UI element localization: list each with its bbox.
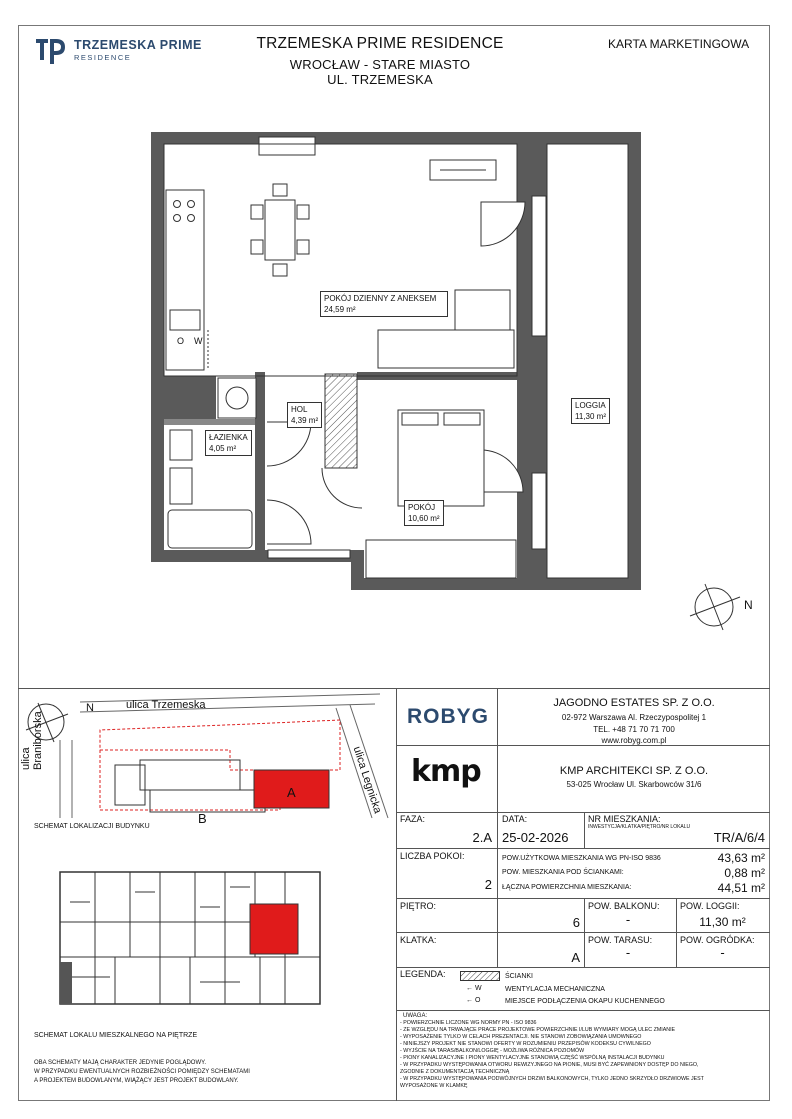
doc-type: KARTA MARKETINGOWA — [608, 37, 750, 51]
location-city: WROCŁAW - STARE MIASTO — [289, 57, 471, 72]
vent-w-marker: W — [194, 336, 203, 346]
disclaimer-3: A PROJEKTEM BUDOWLANYM, WIĄŻĄCY JEST PROJEKT BUDOWLANY. — [34, 1078, 239, 1084]
robyg-logo: ROBYG — [407, 705, 490, 728]
architect-address: 53-025 Wrocław Ul. Skarbowców 31/6 — [566, 780, 702, 789]
page-title: TRZEMESKA PRIME RESIDENCE — [256, 35, 504, 52]
site-caption: SCHEMAT LOKALIZACJI BUDYNKU — [34, 823, 150, 830]
legend-item-hood: MIEJSCE PODŁĄCZENIA OKAPU KUCHENNEGO — [505, 998, 665, 1005]
room-hall-area: 4,39 m² — [291, 416, 319, 425]
room-living-name: POKÓJ DZIENNY Z ANEKSEM — [324, 294, 437, 303]
area3-label: ŁĄCZNA POWIERZCHNIA MIESZKANIA: — [502, 884, 632, 891]
investor-web: www.robyg.com.pl — [601, 736, 667, 745]
pietro-value: 6 — [572, 915, 580, 930]
north-arrow-icon — [690, 584, 740, 630]
room-loggia-area: 11,30 m² — [575, 412, 606, 421]
room-bedroom — [404, 500, 444, 526]
grid-line — [584, 898, 585, 967]
nr-label: NR MIESZKANIA: — [588, 814, 661, 824]
pokoje-label: LICZBA POKOI: — [400, 851, 465, 861]
faza-label: FAZA: — [400, 814, 426, 824]
grid-line — [396, 932, 770, 933]
pietro-label: PIĘTRO: — [400, 901, 437, 911]
site-building-a: A — [287, 785, 296, 800]
street-legnicka: ulica Legnicka — [350, 745, 384, 816]
grid-line — [396, 745, 770, 746]
brand-name: TRZEMESKA PRIME — [74, 38, 202, 52]
grid-line — [396, 898, 770, 899]
note-line: - WYPOSAŻENIE TYLKO W CELACH PREZENTACJI. NIE STANOWI ZOBOWIĄZANIA UMOWNEGO — [400, 1034, 642, 1040]
note-line: - PIONY KANALIZACYJNE I PIONY WENTYLACYJNE STANOWIĄ CZĘŚĆ WSPÓLNĄ INSTALACJI BUDYNKU — [400, 1055, 665, 1061]
nr-value: TR/A/6/4 — [713, 830, 765, 845]
bed — [398, 410, 484, 506]
area1-value: 43,63 m² — [717, 851, 765, 865]
taras-label: POW. TARASU: — [588, 935, 653, 945]
room-loggia — [571, 398, 610, 424]
room-hall — [287, 402, 322, 428]
legend-sym-w-letter: W — [474, 985, 482, 992]
legend-item-vent: WENTYLACJA MECHANICZNA — [505, 986, 605, 993]
area3-value: 44,51 m² — [717, 881, 765, 895]
site-scheme — [20, 690, 395, 820]
grid-line — [396, 967, 770, 968]
note-line: - WYJŚCIE NA TARAS/BALKON/LOGGIĘ - MOŻLIWA RÓŻNICA POZIOMÓW — [400, 1048, 585, 1054]
grid-line — [396, 812, 770, 813]
area2-value: 0,88 m² — [724, 866, 765, 880]
legend-sym-o: ← O — [466, 997, 481, 1004]
note-line: ZGODNIE Z DOKUMENTACJĄ TECHNICZNĄ — [400, 1069, 510, 1075]
klatka-value: A — [571, 950, 580, 965]
architect-name: KMP ARCHITEKCI SP. Z O.O. — [559, 765, 709, 777]
disclaimer-2: W PRZYPADKU EWENTUALNYCH ROZBIEŻNOŚCI POMIĘDZY SCHEMATAMI — [34, 1069, 250, 1075]
klatka-label: KLATKA: — [400, 935, 437, 945]
nr-sub: INWESTYCJA/KLATKA/PIĘTRO/NR LOKALU — [588, 824, 691, 830]
divider-lower-vertical — [396, 688, 397, 1101]
legend-sym-w: ← W — [466, 985, 482, 992]
vent-o-marker: O — [177, 336, 185, 346]
brand-sub: RESIDENCE — [74, 53, 132, 62]
room-living-area: 24,59 m² — [324, 305, 356, 314]
grid-line — [497, 812, 498, 967]
grid-line — [396, 848, 770, 849]
location-street: UL. TRZEMESKA — [327, 72, 433, 87]
loggia-label: POW. LOGGII: — [680, 901, 740, 911]
disclaimer-1: OBA SCHEMATY MAJĄ CHARAKTER JEDYNIE POGLĄDOWY. — [34, 1060, 207, 1066]
note-line: - NINIEJSZY PROJEKT NIE STANOWI OFERTY W ROZUMIENIU PRZEPISÓW KODEKSU CYWILNEGO — [400, 1041, 651, 1047]
ogrodek-label: POW. OGRÓDKA: — [680, 935, 755, 945]
street-trzemeska: ulica Trzemeska — [126, 699, 206, 711]
floor-caption: SCHEMAT LOKALU MIESZKALNEGO NA PIĘTRZE — [34, 1032, 198, 1039]
room-bedroom-area: 10,60 m² — [408, 514, 440, 523]
loggia-value: 11,30 m² — [699, 915, 746, 929]
pokoje-value: 2 — [484, 877, 492, 892]
grid-line — [584, 812, 585, 848]
street-braniborska: ulica Braniborska — [20, 711, 44, 770]
taras-value: - — [625, 945, 631, 960]
note-line: - ZE WZGLĘDU NA TRWAJĄCE PRACE PROJEKTOWE POWIERZCHNIE I/LUB WYMIARY MOGĄ ULEC ZMIANIE — [400, 1027, 676, 1033]
faza-value: 2.A — [472, 830, 492, 845]
site-north-label: N — [86, 702, 94, 714]
investor-name: JAGODNO ESTATES SP. Z O.O. — [553, 697, 715, 709]
dining-table — [251, 184, 309, 276]
notes-list — [400, 1020, 766, 1090]
room-living — [320, 291, 448, 317]
room-bath-area: 4,05 m² — [209, 444, 237, 453]
area1-label: POW.UŻYTKOWA MIESZKANIA WG PN-ISO 9836 — [502, 855, 661, 862]
investor-address: 02-972 Warszawa Al. Rzeczypospolitej 1 — [561, 713, 707, 722]
divider-lower — [18, 688, 770, 689]
room-hall-name: HOL — [291, 405, 308, 414]
data-value: 25-02-2026 — [502, 830, 569, 845]
kmp-logo: kmp — [411, 754, 481, 789]
balkon-label: POW. BALKONU: — [588, 901, 660, 911]
note-line: - W PRZYPADKU WYSTĘPOWANIA PODWÓJNYCH DRZWI BALKONOWYCH, TYLKO JEDNO SKRZYDŁO DRZWIOWE JEST — [400, 1076, 704, 1082]
room-bedroom-name: POKÓJ — [408, 503, 436, 512]
note-line: - W PRZYPADKU WYSTĘPOWANIA OTWORU REWIZYJNEGO NA PIONIE, MUSI BYĆ ZAPEWNIONY DOSTĘP DO NIEGO, — [400, 1062, 699, 1068]
floor-scheme — [40, 862, 360, 1012]
area2-label: POW. MIESZKANIA POD ŚCIANKAMI: — [502, 869, 624, 876]
notes-title: UWAGA: — [403, 1013, 428, 1019]
north-label: N — [744, 598, 753, 612]
investor-tel: TEL. +48 71 70 71 700 — [593, 725, 675, 734]
note-line: - POWIERZCHNIE LICZONE WG NORMY PN - ISO 9836 — [400, 1020, 537, 1026]
site-building-b: B — [198, 811, 207, 826]
room-bath-name: ŁAZIENKA — [209, 433, 248, 442]
grid-line — [676, 898, 677, 967]
legend-sym-o-letter: O — [474, 997, 481, 1004]
balkon-value: - — [625, 912, 631, 927]
ogrodek-value: - — [720, 945, 725, 960]
legend-item-walls: ŚCIANKI — [505, 973, 534, 980]
legend-label: LEGENDA: — [400, 969, 446, 979]
room-loggia-name: LOGGIA — [575, 401, 606, 410]
note-line: WYPOSAŻONE W KLAMKĘ — [400, 1083, 468, 1089]
room-bath — [205, 430, 252, 456]
legend-hatch-icon — [460, 971, 500, 981]
data-label: DATA: — [502, 814, 528, 824]
grid-line — [396, 1010, 770, 1011]
